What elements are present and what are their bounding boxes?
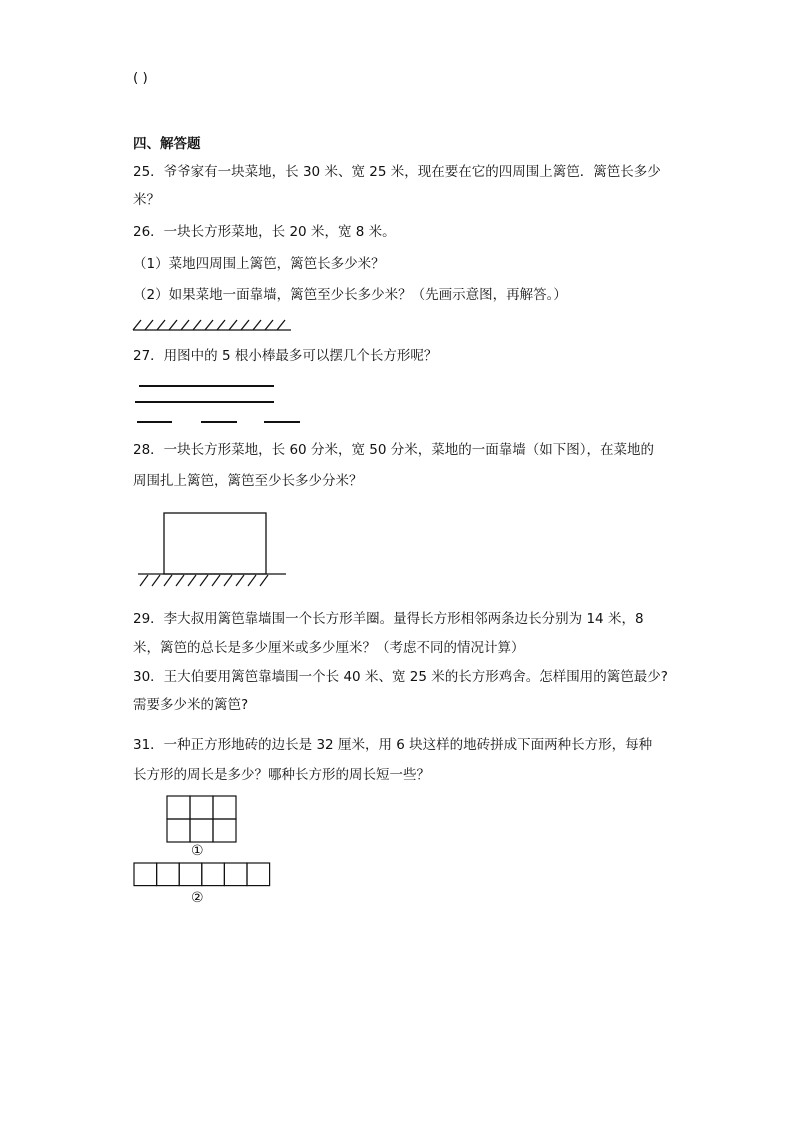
- tile: [134, 863, 157, 886]
- q26-sub2: （2）如果菜地一面靠墙，篱笆至少长多少米？（先画示意图，再解答。）: [133, 287, 567, 303]
- q31-tile-figure-2: [133, 862, 271, 888]
- q28-line1: 28．一块长方形菜地，长 60 分米，宽 50 分米，菜地的一面靠墙（如下图），在菜地的: [133, 442, 654, 458]
- tile: [202, 863, 225, 886]
- tile: [179, 863, 202, 886]
- q31-line2: 长方形的周长是多少？哪种长方形的周长短一些？: [133, 767, 430, 783]
- answer-blank: ( ): [133, 70, 148, 86]
- wall-hatching: [140, 575, 268, 586]
- q25-line1: 25．爷爷家有一块菜地，长 30 米、宽 25 米，现在要在它的四周围上篱笆．篱笆长多少: [133, 164, 661, 180]
- q28-line2: 周围扎上篱笆，篱笆至少长多少分米？: [133, 473, 363, 489]
- q30-line1: 30．王大伯要用篱笆靠墙围一个长 40 米、宽 25 米的长方形鸡舍。怎样围用的篱笆最少?: [133, 669, 668, 685]
- q30-line2: 需要多少米的篱笆?: [133, 697, 249, 713]
- garden-rectangle: [164, 513, 266, 574]
- section-title: 四、解答题: [133, 136, 201, 152]
- q25-line2: 米？: [133, 192, 160, 208]
- tile: [224, 863, 247, 886]
- q31-label-1: ①: [191, 843, 204, 859]
- q29-line2: 米，篱笆的总长是多少厘米或多少厘米？（考虑不同的情况计算）: [133, 640, 525, 656]
- q31-tile-figure-1: [166, 795, 238, 845]
- tile: [167, 796, 190, 819]
- q27-sticks-figure: [133, 380, 303, 426]
- q31-label-2: ②: [191, 890, 204, 906]
- q27-line1: 27．用图中的 5 根小棒最多可以摆几个长方形呢？: [133, 348, 438, 364]
- q31-line1: 31．一种正方形地砖的边长是 32 厘米，用 6 块这样的地砖拼成下面两种长方形，每种: [133, 737, 653, 753]
- tile: [157, 863, 180, 886]
- q26-line1: 26．一块长方形菜地，长 20 米，宽 8 米。: [133, 224, 396, 240]
- tile: [190, 796, 213, 819]
- tile: [213, 819, 236, 842]
- wall-hatching: [133, 320, 285, 330]
- tile: [247, 863, 270, 886]
- q26-sub1: （1）菜地四周围上篱笆，篱笆长多少米？: [133, 256, 385, 272]
- q29-line1: 29．李大叔用篱笆靠墙围一个长方形羊圈。量得长方形相邻两条边长分别为 14 米，8: [133, 611, 644, 627]
- tile: [190, 819, 213, 842]
- tile: [213, 796, 236, 819]
- q28-garden-figure: [138, 512, 288, 588]
- tile: [167, 819, 190, 842]
- q26-wall-figure: [133, 316, 293, 332]
